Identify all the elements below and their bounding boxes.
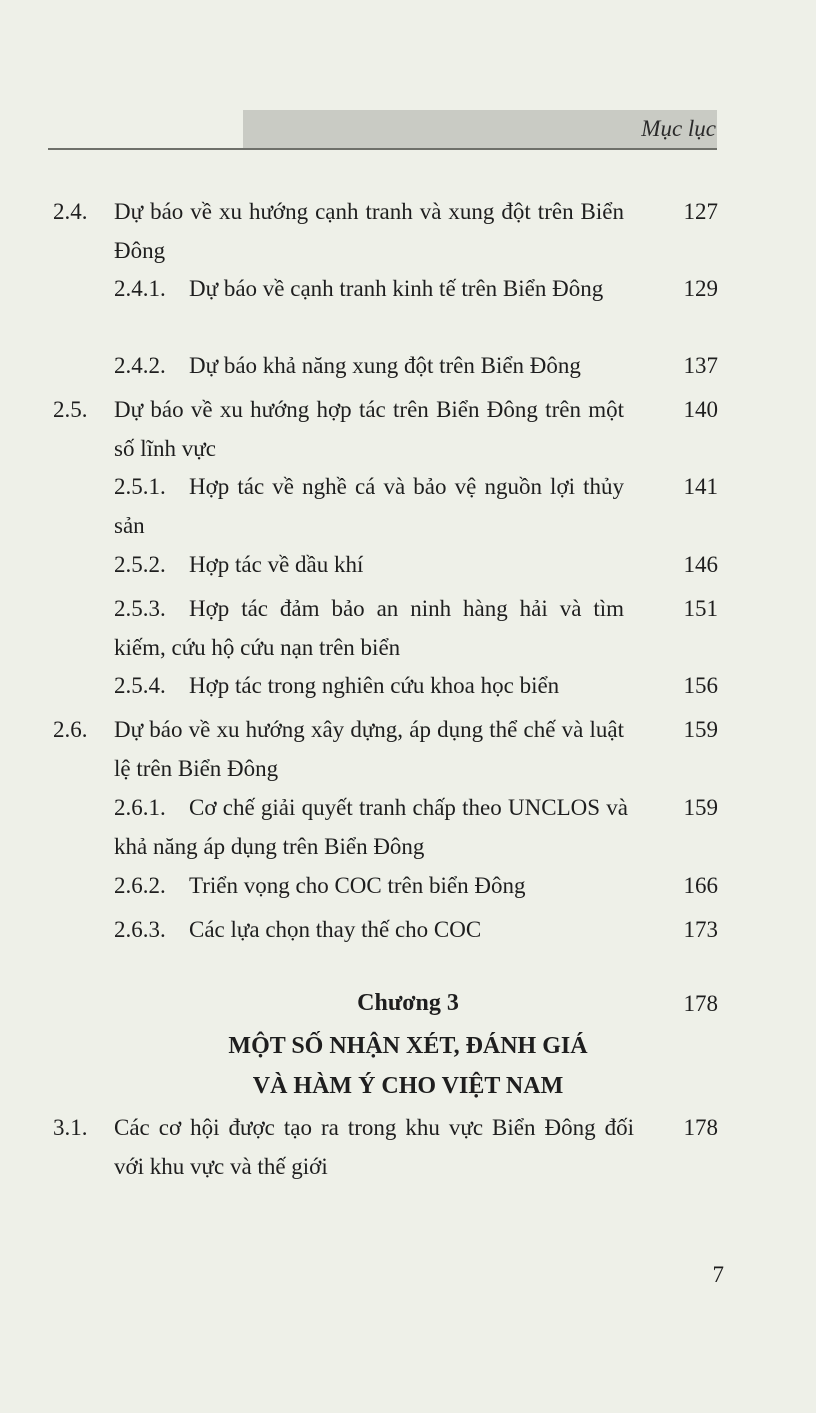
entry-number: 2.4. (53, 199, 88, 224)
entry-title: Dự báo khả năng xung đột trên Biển Đông (189, 353, 581, 378)
entry-title: Dự báo về cạnh tranh kinh tế trên Biển Đông (189, 276, 604, 301)
chapter-title-line-1: MỘT SỐ NHẬN XÉT, ĐÁNH GIÁ (228, 1033, 588, 1059)
chapter-page: 178 (683, 991, 718, 1016)
entry-number: 2.5.2. (114, 552, 166, 577)
entry-number: 3.1. (53, 1115, 88, 1140)
entry-title: Các cơ hội được tạo ra trong khu vực Biển Đông đối với khu vực và thế giới (114, 1115, 634, 1179)
entry-number: 2.4.2. (114, 353, 166, 378)
entry-page: 141 (683, 474, 718, 499)
entry-number: 2.5. (53, 397, 88, 422)
entry-page: 129 (683, 276, 718, 301)
entry-page: 173 (683, 917, 718, 942)
entry-page: 127 (683, 199, 718, 224)
entry-title: Dự báo về xu hướng hợp tác trên Biển Đông trên một số lĩnh vực (114, 397, 624, 461)
entry-title: Hợp tác đảm bảo an ninh hàng hải và tìm kiếm, cứu hộ cứu nạn trên biển (114, 596, 624, 660)
entry-page: 140 (683, 397, 718, 422)
entry-title: Cơ chế giải quyết tranh chấp theo UNCLOS và khả năng áp dụng trên Biển Đông (114, 795, 628, 859)
entry-number: 2.5.4. (114, 673, 166, 698)
entry-page: 156 (683, 673, 718, 698)
entry-number: 2.6.1. (114, 795, 166, 820)
entry-page: 146 (683, 552, 718, 577)
entry-number: 2.6.2. (114, 873, 166, 898)
entry-number: 2.5.3. (114, 596, 166, 621)
entry-title: Hợp tác về nghề cá và bảo vệ nguồn lợi thủy sản (114, 474, 624, 538)
entry-title: Hợp tác trong nghiên cứu khoa học biển (189, 673, 560, 698)
entry-number: 2.6. (53, 717, 88, 742)
chapter-label: Chương 3 (357, 990, 459, 1016)
entry-title: Triển vọng cho COC trên biển Đông (189, 873, 526, 898)
entry-title: Dự báo về xu hướng xây dựng, áp dụng thể chế và luật lệ trên Biển Đông (114, 717, 624, 781)
entry-page: 137 (683, 353, 718, 378)
page-number: 7 (712, 1262, 724, 1287)
entry-number: 2.5.1. (114, 474, 166, 499)
entry-number: 2.6.3. (114, 917, 166, 942)
entry-page: 159 (683, 717, 718, 742)
chapter-title-line-2: VÀ HÀM Ý CHO VIỆT NAM (252, 1073, 564, 1099)
entry-title: Các lựa chọn thay thế cho COC (189, 917, 482, 942)
entry-page: 178 (683, 1115, 718, 1140)
entry-number: 2.4.1. (114, 276, 166, 301)
entry-title: Hợp tác về dầu khí (189, 552, 364, 577)
header-rule (48, 148, 717, 150)
entry-page: 151 (683, 596, 718, 621)
entry-page: 166 (683, 873, 718, 898)
entry-title: Dự báo về xu hướng cạnh tranh và xung đột trên Biển Đông (114, 199, 624, 263)
entry-page: 159 (683, 795, 718, 820)
running-header-title: Mục lục (641, 116, 716, 141)
